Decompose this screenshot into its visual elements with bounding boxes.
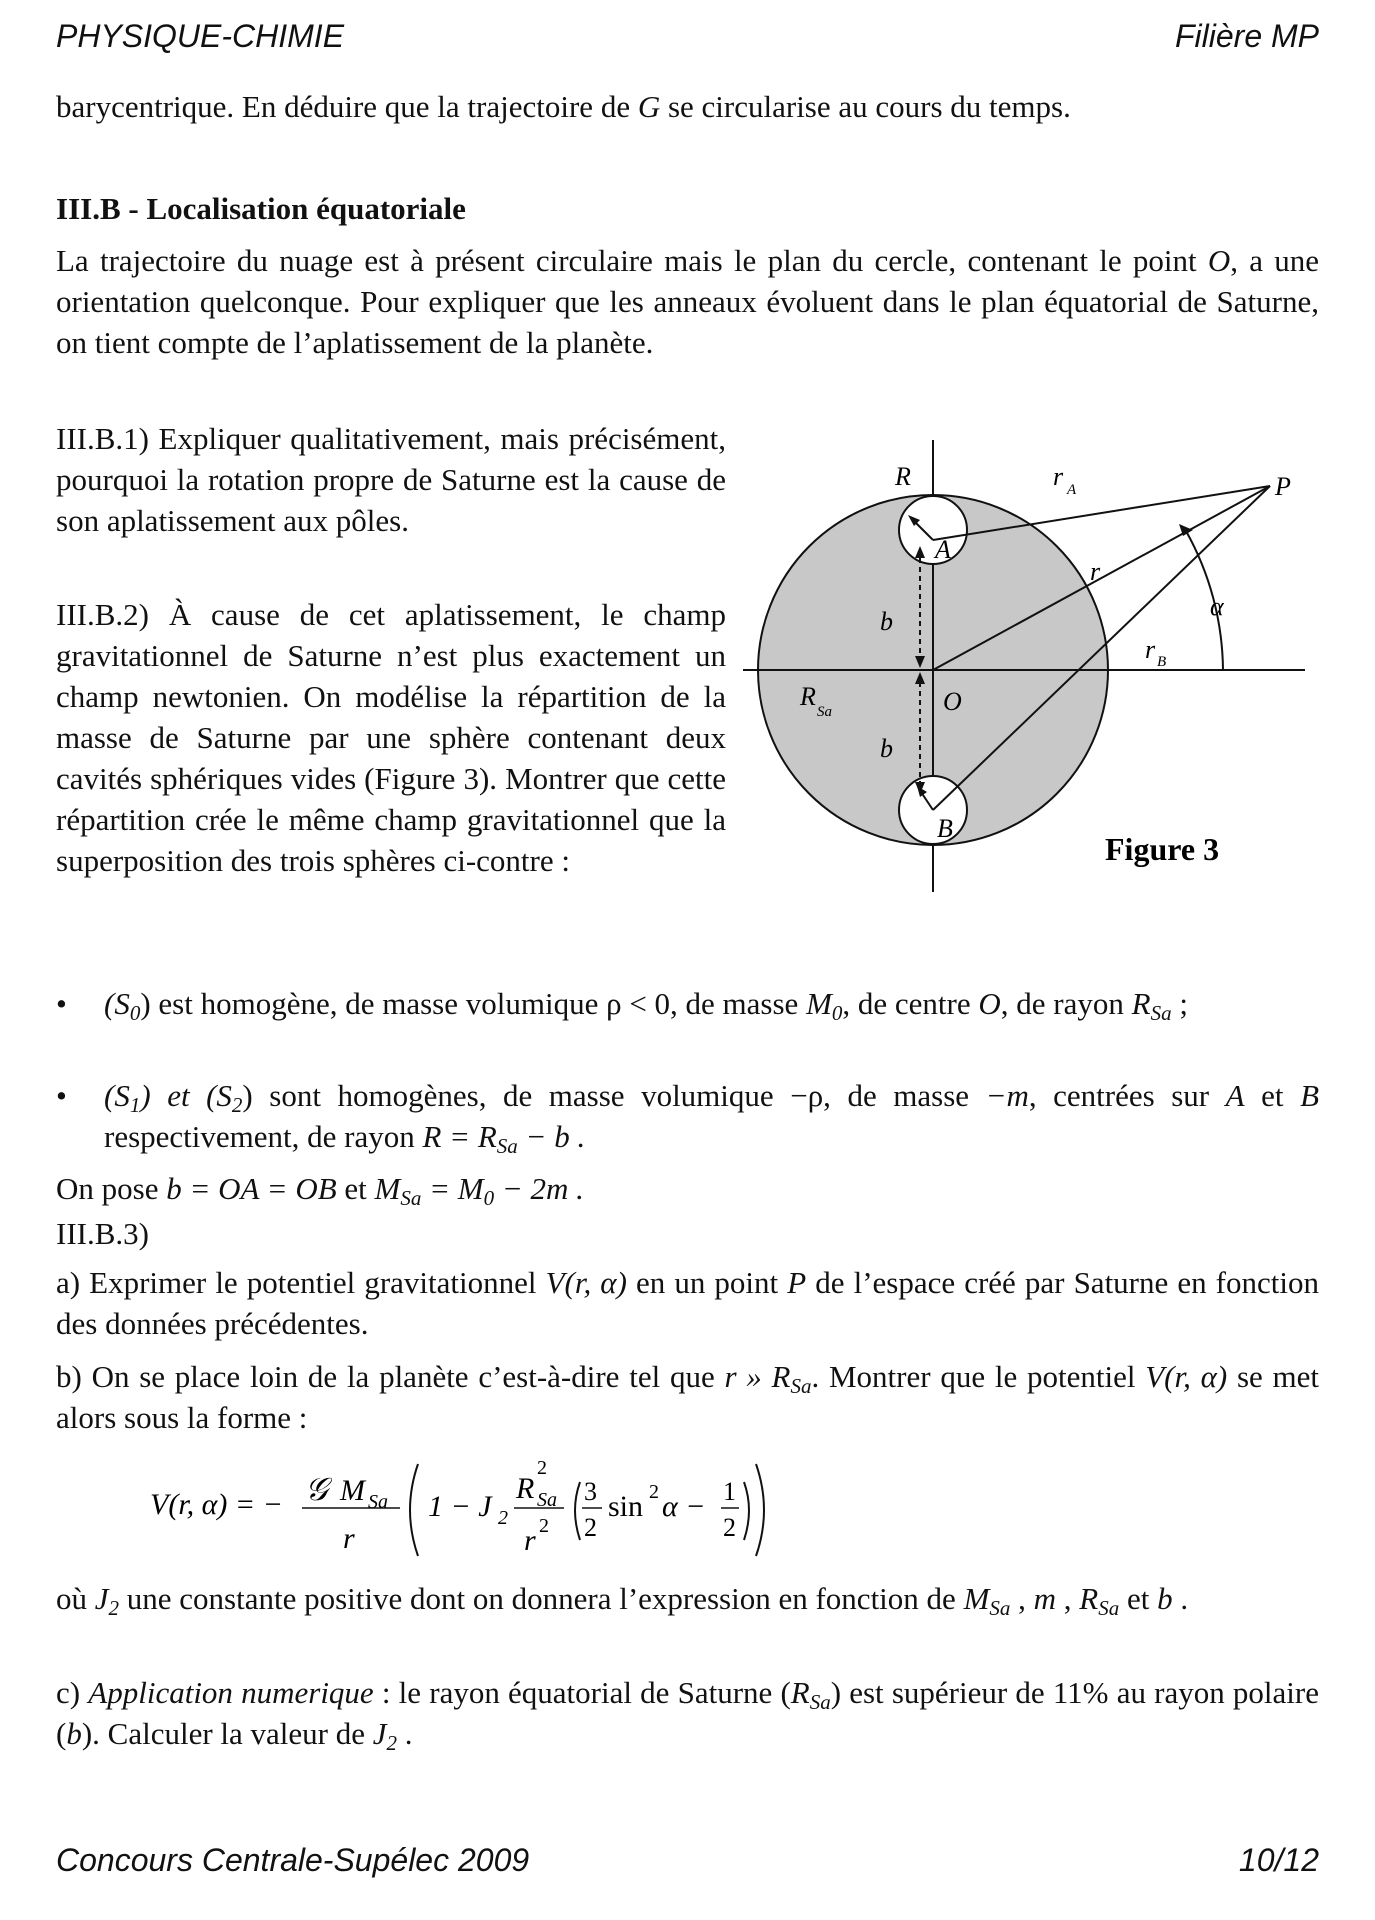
label-rB: r [1145,635,1156,664]
question-III-B-1: III.B.1) Expliquer qualitativement, mais précisément, pourquoi la rotation propre de Saturne est la cause de son aplatissement aux pôles. [56,421,726,538]
section-heading: III.B - Localisation équatoriale [56,191,466,226]
label-O: O [943,687,962,716]
label-B: B [937,814,953,843]
cavity-A [899,496,967,564]
svg-text:V(r, α) = −: V(r, α) = − [150,1488,283,1521]
svg-text:sin: sin [608,1490,644,1523]
header-track: Filière MP [1174,18,1319,54]
question-3c: c) Application numerique : le rayon équatorial de Saturne $(R_{Sa})$ est supérieur de 11% au rayon polaire (b). Calculer la valeur de $J_2$ . [56,1675,1319,1755]
svg-text:Sa: Sa [537,1489,557,1511]
svg-text:1: 1 [723,1477,736,1506]
footer-page-number: 10/12 [1238,1842,1319,1878]
bullet-dot-icon: • [56,986,67,1021]
svg-text:𝒢: 𝒢 [305,1471,328,1507]
label-r: r [1090,557,1101,586]
svg-text:2: 2 [584,1513,597,1542]
svg-text:3: 3 [584,1477,597,1506]
svg-text:2: 2 [649,1481,659,1503]
label-rA-sub: A [1067,482,1077,498]
label-A: A [935,535,951,564]
figure-3 [735,430,1315,900]
label-b-bottom: b [880,734,893,763]
section-paragraph: La trajectoire du nuage est à présent circulaire mais le plan du cercle, contenant le point O, a une orientation quelconque. Pour expliquer que les anneaux évoluent dans le plan équatorial de Saturne, on tient compte de l’aplatissement de la planète. [56,243,1320,360]
label-rA: r [1053,462,1064,491]
svg-text:R: R [516,1472,535,1505]
question-3b: b) On se place loin de la planète c’est-à-dire tel que r » $R_{Sa}$. Montrer que le potentiel V(r, α) se met alors sous la forme : [56,1359,1320,1435]
header-subject: PHYSIQUE-CHIMIE [56,18,345,54]
question-III-B-2: III.B.2) À cause de cet aplatissement, le champ gravitationnel de Saturne n’est plus exactement un champ newtonien. On modélise la répartition de la masse de Saturne par une sphère contenant deux cavités sphériques vides (Figure 3). Montrer que cette répartition crée le même champ gravitationnel que la superposition des trois sphères ci-contre : [56,597,726,878]
svg-text:2: 2 [537,1457,547,1479]
question-III-B-3: III.B.3) [56,1216,149,1251]
question-3a: a) Exprimer le potentiel gravitationnel V(r, α) en un point P de l’espace créé par Saturne en fonction des données précédentes. [56,1265,1319,1341]
svg-text:2: 2 [539,1515,549,1537]
label-b-top: b [880,607,893,636]
svg-text:α −: α − [662,1490,706,1523]
label-P: P [1275,472,1291,501]
intro-paragraph: barycentrique. En déduire que la trajectoire de G se circularise au cours du temps. [56,89,1071,124]
svg-text:1 − J: 1 − J [428,1490,492,1523]
figure-caption: Figure 3 [1105,831,1220,867]
definitions-line: On pose b = OA = OB et $M_{Sa} = M_0 - 2m$ . [56,1171,584,1210]
label-R: R [895,462,911,491]
footer-contest: Concours Centrale-Supélec 2009 [56,1842,530,1878]
label-RSa: R [800,682,816,711]
page-header [56,18,1319,62]
svg-text:Sa: Sa [368,1491,388,1513]
potential-formula [150,1452,850,1582]
label-RSa-sub: Sa [817,704,832,720]
svg-text:M: M [340,1474,365,1507]
J2-definition: où $J_2$ une constante positive dont on donnera l’expression en fonction de $M_{Sa}$ , m , $R_{Sa}$ et b . [56,1581,1189,1620]
svg-text:2: 2 [498,1507,508,1529]
svg-text:2: 2 [723,1513,736,1542]
svg-text:r: r [343,1522,355,1555]
svg-text:r: r [524,1524,536,1557]
label-rB-sub: B [1157,654,1167,670]
page-footer [56,1842,1319,1886]
bullet-dot-icon: • [56,1078,67,1113]
label-alpha: α [1210,592,1224,621]
